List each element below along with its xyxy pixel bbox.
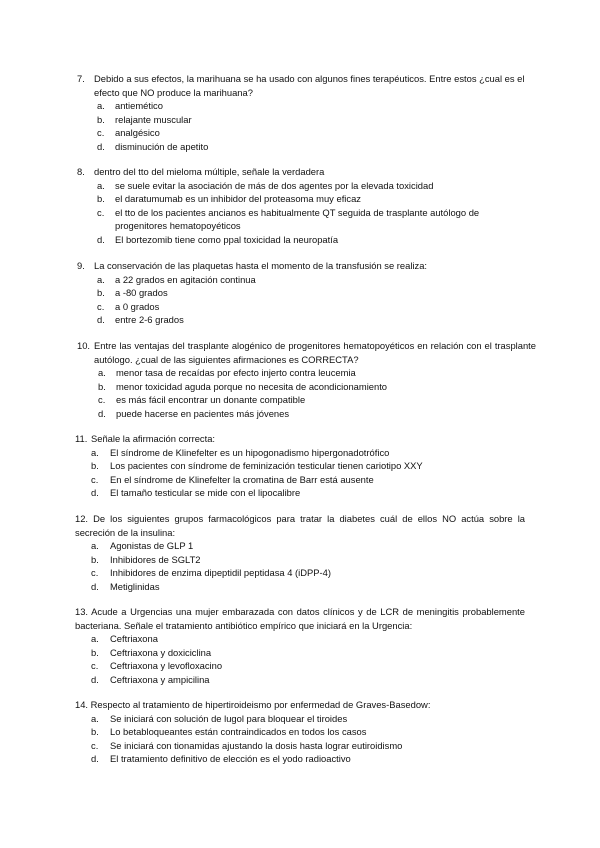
option-letter: b. [91, 553, 99, 565]
option-letter: a. [91, 712, 99, 724]
options-list [91, 446, 600, 500]
option-text: analgésico [115, 127, 160, 138]
question-number: 8. [77, 166, 85, 177]
question-stem [0, 165, 600, 179]
option-letter: d. [97, 140, 105, 152]
option-letter: c. [97, 127, 105, 138]
option-letter: a. [98, 367, 106, 378]
question-12 [0, 512, 600, 593]
option-a[interactable] [91, 446, 600, 460]
question-10 [0, 339, 600, 420]
option-b[interactable] [91, 459, 600, 473]
option-c[interactable] [91, 739, 600, 753]
option-letter: d. [91, 487, 99, 498]
question-text: dentro del tto del mieloma múltiple, señale la verdadera [94, 166, 325, 177]
question-text [75, 512, 525, 539]
option-text: el tto de los pacientes ancianos es habitualmente QT seguida de trasplante autólogo de progenitores hematopoyéticos [115, 206, 480, 231]
question-stem [0, 72, 600, 99]
option-a[interactable] [91, 632, 600, 646]
option-b[interactable] [98, 380, 600, 394]
question-7 [0, 72, 600, 153]
option-b[interactable] [91, 725, 600, 739]
option-letter: a. [97, 100, 105, 111]
option-text: Metiglinidas [110, 580, 160, 592]
question-9 [0, 259, 600, 327]
option-text: Inhibidores de SGLT2 [110, 553, 201, 565]
option-text: Inhibidores de enzima dipeptidil peptidasa 4 (iDPP-4) [110, 567, 331, 578]
question-number: 13. [75, 606, 89, 617]
option-text: se suele evitar la asociación de más de dos agentes por la elevada toxicidad [115, 179, 434, 191]
option-text: a -80 grados [115, 287, 168, 298]
option-letter: c. [91, 567, 99, 578]
option-a[interactable] [97, 99, 600, 113]
option-c[interactable] [97, 300, 600, 314]
option-letter: d. [97, 233, 105, 245]
question-text: Debido a sus efectos, la marihuana se ha usado con algunos fines terapéuticos. Entre estos ¿cual es el efecto que NO produce la marihuana? [94, 73, 525, 98]
option-b[interactable] [97, 286, 600, 300]
option-b[interactable] [91, 646, 600, 660]
option-letter: d. [91, 580, 99, 592]
option-text: puede hacerse en pacientes más jóvenes [116, 407, 290, 419]
question-number: 12. [75, 513, 89, 524]
option-text: disminución de apetito [115, 140, 209, 152]
question-stem [0, 698, 600, 712]
option-letter: a. [97, 273, 105, 285]
option-text: a 22 grados en agitación continua [115, 273, 256, 285]
options-list [97, 99, 600, 153]
option-text: Se iniciará con solución de lugol para bloquear el tiroides [110, 712, 348, 724]
option-d[interactable] [91, 486, 600, 500]
option-text: El tratamiento definitivo de elección es el yodo radioactivo [110, 753, 351, 764]
question-number: 9. [77, 260, 85, 271]
option-text: El bortezomib tiene como ppal toxicidad la neuropatía [115, 233, 339, 245]
options-list [97, 179, 600, 247]
option-d[interactable] [91, 752, 600, 766]
option-text: menor toxicidad aguda porque no necesita de acondicionamiento [116, 380, 388, 392]
question-number: 10. [77, 340, 91, 351]
option-letter: b. [98, 380, 106, 392]
question-text-body: Respecto al tratamiento de hipertiroideismo por enfermedad de Graves-Basedow: [90, 699, 431, 710]
option-text: Ceftriaxona y levofloxacino [110, 660, 223, 671]
option-c[interactable] [91, 473, 600, 487]
question-number: 7. [77, 73, 85, 84]
option-text: menor tasa de recaídas por efecto injerto contra leucemia [116, 367, 356, 378]
question-stem [0, 339, 600, 366]
question-stem [0, 432, 600, 446]
option-text: Los pacientes con síndrome de feminización testicular tienen cariotipo XXY [110, 460, 423, 471]
question-8 [0, 165, 600, 246]
option-text: Ceftriaxona y doxiciclina [110, 646, 212, 658]
option-letter: b. [91, 460, 99, 471]
option-text: El síndrome de Klinefelter es un hipogonadismo hipergonadotrófico [110, 446, 390, 458]
option-letter: c. [91, 739, 99, 751]
option-d[interactable] [98, 407, 600, 421]
option-text: En el síndrome de Klinefelter la cromatina de Barr está ausente [110, 473, 374, 485]
option-letter: d. [91, 673, 99, 685]
question-number: 11. [75, 433, 88, 444]
option-text: Se iniciará con tionamidas ajustando la dosis hasta lograr eutiroidismo [110, 739, 403, 751]
option-text: Lo betabloqueantes están contraindicados en todos los casos [110, 726, 367, 737]
question-text [75, 605, 525, 632]
options-list [91, 712, 600, 766]
option-d[interactable] [91, 673, 600, 687]
option-c[interactable] [97, 126, 600, 140]
option-b[interactable] [97, 113, 600, 127]
question-text-body: De los siguientes grupos farmacológicos para tratar la diabetes cuál de ellos NO actúa sobre la secreción de la insulina: [75, 513, 525, 538]
option-letter: d. [98, 407, 106, 419]
question-text-body: Acude a Urgencias una mujer embarazada con datos clínicos y de LCR de meningitis probablemente bacteriana. Señale el tratamiento antibiótico empírico que iniciará en la Urgencia: [75, 606, 525, 631]
option-d[interactable] [97, 313, 600, 327]
option-letter: a. [91, 633, 99, 644]
option-a[interactable] [97, 273, 600, 287]
option-letter: c. [91, 473, 99, 485]
option-letter: c. [98, 394, 106, 405]
option-letter: b. [97, 193, 105, 204]
options-list [91, 539, 600, 593]
options-list [98, 366, 600, 420]
option-text: es más fácil encontrar un donante compatible [116, 394, 306, 405]
option-c[interactable] [91, 566, 600, 580]
option-letter: a. [91, 540, 99, 551]
option-b[interactable] [97, 192, 600, 206]
option-a[interactable] [91, 712, 600, 726]
option-a[interactable] [98, 366, 600, 380]
question-text: Señale la afirmación correcta: [91, 433, 216, 444]
question-number: 14. [75, 699, 89, 710]
option-text: a 0 grados [115, 300, 160, 312]
option-c[interactable] [98, 393, 600, 407]
option-d[interactable] [97, 140, 600, 154]
question-13 [0, 605, 600, 686]
option-text: Ceftriaxona [110, 633, 158, 644]
option-text: el daratumumab es un inhibidor del proteasoma muy eficaz [115, 193, 361, 204]
option-letter: d. [97, 314, 105, 325]
option-text: antiemético [115, 100, 163, 111]
question-stem [0, 512, 600, 539]
option-letter: c. [91, 660, 99, 671]
question-text: Entre las ventajas del trasplante alogénico de progenitores hematopoyéticos en relación con el trasplante autólogo. ¿cual de las siguientes afirmaciones es CORRECTA? [94, 340, 536, 365]
option-a[interactable] [97, 179, 600, 193]
options-list [91, 632, 600, 686]
option-letter: b. [91, 646, 99, 658]
option-text: Ceftriaxona y ampicilina [110, 673, 210, 685]
option-letter: b. [97, 287, 105, 298]
option-letter: c. [97, 300, 105, 312]
question-text: La conservación de las plaquetas hasta el momento de la transfusión se realiza: [94, 260, 428, 271]
question-text [75, 698, 525, 712]
option-letter: b. [97, 113, 105, 125]
question-11 [0, 432, 600, 500]
option-letter: a. [97, 179, 105, 191]
options-list [97, 273, 600, 327]
option-text: El tamaño testicular se mide con el lipocalibre [110, 487, 301, 498]
option-letter: c. [97, 206, 105, 218]
option-b[interactable] [91, 553, 600, 567]
option-a[interactable] [91, 539, 600, 553]
option-c[interactable] [91, 659, 600, 673]
option-letter: d. [91, 753, 99, 764]
option-text: entre 2-6 grados [115, 314, 184, 325]
option-d[interactable] [97, 233, 600, 247]
question-stem [0, 605, 600, 632]
option-letter: b. [91, 726, 99, 737]
option-text: relajante muscular [115, 113, 192, 125]
option-c[interactable] [97, 206, 600, 233]
question-stem [0, 259, 600, 273]
option-d[interactable] [91, 580, 600, 594]
option-letter: a. [91, 446, 99, 458]
question-14 [0, 698, 600, 766]
option-text: Agonistas de GLP 1 [110, 540, 194, 551]
